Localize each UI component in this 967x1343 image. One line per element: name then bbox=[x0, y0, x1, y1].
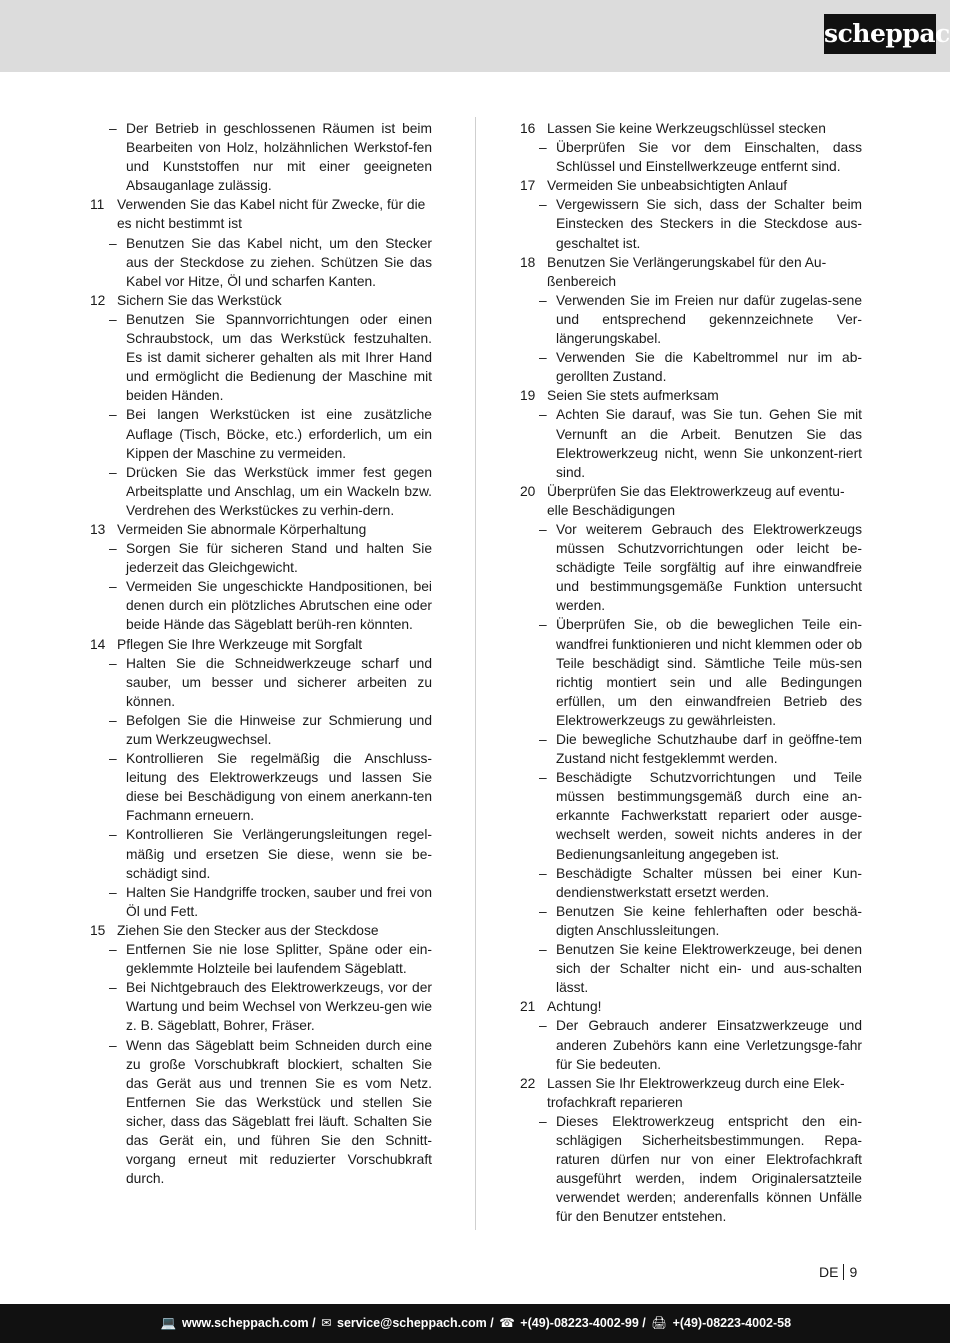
section-17 bbox=[520, 176, 862, 252]
bullet-item bbox=[520, 1016, 862, 1073]
section-heading bbox=[90, 195, 432, 233]
dash-bullet-icon: – bbox=[109, 942, 117, 958]
bullet-item bbox=[520, 138, 862, 176]
bullet-text: Bei Nichtgebrauch des Elektrowerkzeugs, vor der Wartung und beim Wechsel von Werkzeu-gen wie z. B. Sägeblatt, Bohrer, Fräser. bbox=[126, 980, 432, 1034]
bullet-item bbox=[90, 883, 432, 921]
dash-bullet-icon: – bbox=[539, 942, 547, 958]
section-14 bbox=[90, 635, 432, 921]
bullet-text: Benutzen Sie keine Elektrowerkzeuge, bei denen sich der Schalter nicht ein- und aus-schalten lässt. bbox=[556, 942, 862, 996]
bullet-text: Drücken Sie das Werkstück immer fest gegen Arbeitsplatte und Anschlag, um ein Wackeln bzw. Verdrehen des Werkstückes zu verhin-dern. bbox=[126, 464, 432, 518]
section-heading bbox=[90, 291, 432, 310]
computer-icon: 💻 bbox=[160, 1316, 177, 1330]
bullet-text: Sorgen Sie für sicheren Stand und halten Sie jederzeit das Gleichgewicht. bbox=[126, 541, 432, 576]
page-number bbox=[819, 1264, 857, 1280]
left-column bbox=[90, 119, 432, 1188]
dash-bullet-icon: – bbox=[109, 980, 117, 996]
dash-bullet-icon: – bbox=[109, 712, 117, 728]
section-19 bbox=[520, 386, 862, 481]
bullet-text: Wenn das Sägeblatt beim Schneiden durch eine zu große Vorschubkraft blockiert, schalten Sie das Gerät aus und trennen Sie es vom Netz. Entfernen Sie das Werkstück und stellen Sie sicher, dass das Sägeblatt frei läuft. Schalten Sie das Gerät ein, und führen Sie den Schnitt-vorgang erneut mit reduzierter Vorschubkraft durch. bbox=[126, 1037, 432, 1187]
section-number: 12 bbox=[90, 292, 106, 308]
bullet-text: Verwenden Sie im Freien nur dafür zugelas-sene und entsprechend gekennzeichnete Ver-längerungskabel. bbox=[556, 292, 862, 347]
section-heading bbox=[520, 997, 862, 1016]
bullet-item bbox=[90, 940, 432, 978]
dash-bullet-icon: – bbox=[539, 1018, 547, 1034]
bullet-text: Entfernen Sie nie lose Splitter, Späne oder ein-geklemmte Holzteile bei laufendem Sägeblatt. bbox=[126, 942, 432, 977]
bullet-item bbox=[520, 768, 862, 863]
section-title: Achtung! bbox=[547, 999, 602, 1015]
bullet-text: Dieses Elektrowerkzeug entspricht den ein-schlägigen Sicherheitsbestimmungen. Repa-raturen dürfen nur von einer Elektrofachkraft ausgeführt werden, indem Originalersatzteile verwendet werden; anderenfalls können Unfälle für den Benutzer entstehen. bbox=[556, 1113, 862, 1225]
bullet-text: Überprüfen Sie, ob die beweglichen Teile ein-wandfrei funktionieren und nicht klemmen oder ob Teile beschädigt sind. Sämtliche Teile müs-sen richtig montiert sein und alle Bedingungen erfüllen, um den einwandfreien Betrieb des Elektrowerkzeugs zu gewährleisten. bbox=[556, 617, 862, 728]
dash-bullet-icon: – bbox=[109, 751, 117, 767]
bullet-text: Der Betrieb in geschlossenen Räumen ist beim Bearbeiten von Holz, holzähnlichen Werkstof-fen und Kunststoffen nur mit einer geeigneten Absauganlage zulässig. bbox=[126, 121, 432, 194]
dash-bullet-icon: – bbox=[109, 464, 117, 480]
bullet-text: Beschädigte Schalter müssen bei einer Kun-dendienstwerkstatt ersetzt werden. bbox=[556, 865, 862, 900]
dash-bullet-icon: – bbox=[539, 732, 547, 747]
bullet-text: Benutzen Sie keine fehlerhaften oder beschä-digten Anschlussleitungen. bbox=[556, 903, 862, 938]
section-number: 22 bbox=[520, 1075, 536, 1091]
page-separator bbox=[843, 1264, 844, 1280]
section-title: Seien Sie stets aufmerksam bbox=[547, 388, 719, 404]
dash-bullet-icon: – bbox=[539, 770, 547, 786]
bullet-text: Benutzen Sie Spannvorrichtungen oder einen Schraubstock, um das Werkstück festzuhalten. Es ist damit sicherer gehalten als mit Ihrer Hand und ermöglicht die Bedienung der Maschine mit beiden Händen. bbox=[126, 311, 432, 404]
dash-bullet-icon: – bbox=[109, 407, 117, 423]
bullet-item bbox=[90, 539, 432, 577]
bullet-item bbox=[90, 749, 432, 825]
section-number: 11 bbox=[90, 197, 105, 213]
dash-bullet-icon: – bbox=[109, 541, 117, 557]
bullet-text: Kontrollieren Sie Verlängerungsleitungen regel-mäßig und ersetzen Sie diese, wenn sie be-schädigt sind. bbox=[126, 827, 432, 881]
section-16 bbox=[520, 119, 862, 176]
bullet-item bbox=[90, 405, 432, 462]
section-18 bbox=[520, 253, 862, 387]
section-number: 16 bbox=[520, 121, 536, 136]
section-number: 19 bbox=[520, 388, 536, 404]
section-21 bbox=[520, 997, 862, 1073]
bullet-text: Kontrollieren Sie regelmäßig die Anschluss-leitung des Elektrowerkzeugs und lassen Sie diese bei Beschädigung von einem anerkann-ten Fachmann erneuern. bbox=[126, 751, 432, 824]
bullet-item bbox=[90, 119, 432, 195]
section-heading bbox=[520, 1074, 862, 1112]
bullet-item bbox=[520, 1112, 862, 1227]
section-heading bbox=[520, 176, 862, 195]
bullet-item bbox=[520, 405, 862, 481]
section-title: Lassen Sie keine Werkzeugschlüssel stecken bbox=[547, 121, 826, 136]
footer-phone: +(49)-08223-4002-99 bbox=[520, 1316, 639, 1330]
section-title: Überprüfen Sie das Elektrowerkzeug auf eventu-elle Beschädigungen bbox=[547, 483, 845, 518]
section-15 bbox=[90, 921, 432, 1188]
bullet-text: Halten Sie Handgriffe trocken, sauber und frei von Öl und Fett. bbox=[126, 884, 432, 919]
dash-bullet-icon: – bbox=[109, 235, 117, 251]
dash-bullet-icon: – bbox=[109, 311, 117, 327]
section-title: Benutzen Sie Verlängerungskabel für den Au-ßenbereich bbox=[547, 254, 827, 289]
bullet-text: Vergewissern Sie sich, dass der Schalter beim Einstecken des Steckers in die Steckdose aus-geschaltet ist. bbox=[556, 197, 862, 251]
bullet-item bbox=[90, 234, 432, 291]
dash-bullet-icon: – bbox=[539, 197, 547, 213]
bullet-item bbox=[520, 291, 862, 348]
column-divider bbox=[475, 117, 476, 1230]
dash-bullet-icon: – bbox=[539, 407, 547, 423]
dash-bullet-icon: – bbox=[539, 1113, 547, 1129]
bullet-item bbox=[90, 463, 432, 520]
section-number: 20 bbox=[520, 483, 536, 499]
phone-icon: ☎ bbox=[499, 1316, 515, 1330]
dash-bullet-icon: – bbox=[539, 617, 547, 633]
email-icon: ✉ bbox=[321, 1316, 332, 1330]
dash-bullet-icon: – bbox=[109, 884, 117, 900]
footer-email[interactable]: service@scheppach.com bbox=[337, 1316, 487, 1330]
bullet-text: Vor weiterem Gebrauch des Elektrowerkzeugs müssen Schutzvorrichtungen oder leicht be-schädigte Teile sorgfältig auf ihre einwandfreie und bestimmungsgemäße Funktion untersucht werden. bbox=[556, 521, 862, 614]
bullet-item bbox=[520, 615, 862, 730]
header-bar bbox=[0, 0, 967, 72]
bullet-item bbox=[520, 520, 862, 615]
bullet-text: Befolgen Sie die Hinweise zur Schmierung und zum Werkzeugwechsel. bbox=[126, 712, 432, 747]
section-20 bbox=[520, 482, 862, 998]
dash-bullet-icon: – bbox=[539, 350, 547, 366]
section-title: Verwenden Sie das Kabel nicht für Zwecke, für die es nicht bestimmt ist bbox=[117, 197, 426, 232]
bullet-item bbox=[520, 195, 862, 252]
section-number: 13 bbox=[90, 521, 106, 537]
page-language: DE bbox=[819, 1264, 839, 1280]
footer-website[interactable]: www.scheppach.com bbox=[181, 1316, 309, 1330]
bullet-text: Halten Sie die Schneidwerkzeuge scharf und sauber, um besser und sicherer arbeiten zu können. bbox=[126, 655, 432, 709]
section-13 bbox=[90, 520, 432, 635]
bullet-item bbox=[90, 310, 432, 405]
dash-bullet-icon: – bbox=[109, 827, 117, 843]
dash-bullet-icon: – bbox=[539, 292, 547, 308]
dash-bullet-icon: – bbox=[539, 140, 547, 156]
dash-bullet-icon: – bbox=[539, 521, 547, 537]
section-title: Pflegen Sie Ihre Werkzeuge mit Sorgfalt bbox=[117, 636, 363, 652]
section-title: Lassen Sie Ihr Elektrowerkzeug durch eine Elek-trofachkraft reparieren bbox=[547, 1075, 845, 1110]
section-heading bbox=[520, 119, 862, 138]
bullet-item bbox=[520, 730, 862, 768]
section-heading bbox=[520, 253, 862, 291]
page-number-value: 9 bbox=[849, 1264, 858, 1280]
section-number: 21 bbox=[520, 999, 536, 1015]
bullet-item bbox=[520, 348, 862, 386]
bullet-text: Beschädigte Schutzvorrichtungen und Teile müssen bestimmungsgemäß durch eine an-erkannte Fachwerkstatt repariert oder ausge-wechselt werden, soweit nichts anderes in der Bedienungsanleitung angegeben ist. bbox=[556, 770, 862, 862]
bullet-text: Benutzen Sie das Kabel nicht, um den Stecker aus der Steckdose zu ziehen. Schützen Sie das Kabel vor Hitze, Öl und scharfen Kanten. bbox=[126, 235, 432, 289]
bullet-text: Vermeiden Sie ungeschickte Handpositionen, bei denen durch ein plötzliches Abrutschen eine oder beide Hände das Sägeblatt berüh-ren könnten. bbox=[126, 579, 432, 633]
section-22 bbox=[520, 1074, 862, 1227]
bullet-item bbox=[90, 978, 432, 1035]
bullet-item bbox=[520, 902, 862, 940]
section-number: 15 bbox=[90, 922, 106, 938]
section-number: 14 bbox=[90, 636, 106, 652]
footer-fax: +(49)-08223-4002-58 bbox=[672, 1316, 792, 1330]
dash-bullet-icon: – bbox=[539, 903, 547, 919]
bullet-item bbox=[520, 940, 862, 997]
bullet-text: Überprüfen Sie vor dem Einschalten, dass Schlüssel und Einstellwerkzeuge entfernt sind. bbox=[556, 140, 862, 175]
bullet-item bbox=[520, 864, 862, 902]
bullet-item bbox=[90, 577, 432, 634]
right-column bbox=[520, 119, 862, 1226]
section-title: Sichern Sie das Werkstück bbox=[117, 292, 282, 308]
footer-bar: 💻 www.scheppach.com / ✉ service@scheppach.com / ☎ +(49)-08223-4002-99 / 🖨 +(49)-08223-4002-58 bbox=[0, 1304, 950, 1343]
bullet-item bbox=[90, 825, 432, 882]
section-heading bbox=[90, 520, 432, 539]
section-heading bbox=[90, 635, 432, 654]
bullet-text: Der Gebrauch anderer Einsatzwerkzeuge und anderen Zubehörs kann eine Verletzungsge-fahr für Sie bedeuten. bbox=[556, 1018, 862, 1072]
dash-bullet-icon: – bbox=[109, 121, 117, 136]
dash-bullet-icon: – bbox=[109, 655, 117, 671]
section-12 bbox=[90, 291, 432, 520]
bullet-item bbox=[90, 711, 432, 749]
bullet-text: Die bewegliche Schutzhaube darf in geöffne-tem Zustand nicht festgeklemmt werden. bbox=[556, 732, 862, 767]
dash-bullet-icon: – bbox=[539, 865, 547, 881]
section-continued bbox=[90, 119, 432, 195]
section-title: Ziehen Sie den Stecker aus der Steckdose bbox=[117, 922, 379, 938]
bullet-item bbox=[90, 654, 432, 711]
section-title: Vermeiden Sie unbeabsichtigten Anlauf bbox=[547, 178, 788, 194]
bullet-text: Achten Sie darauf, was Sie tun. Gehen Sie mit Vernunft an die Arbeit. Benutzen Sie das Elektrowerkzeug nicht, wenn Sie unkonzent-riert sind. bbox=[556, 407, 862, 480]
brand-logo: scheppach bbox=[824, 14, 936, 54]
section-heading bbox=[520, 482, 862, 520]
section-number: 18 bbox=[520, 254, 536, 270]
section-title: Vermeiden Sie abnormale Körperhaltung bbox=[117, 521, 367, 537]
bullet-item bbox=[90, 1036, 432, 1189]
dash-bullet-icon: – bbox=[109, 1037, 117, 1053]
fax-icon: 🖨 bbox=[651, 1316, 668, 1330]
section-number: 17 bbox=[520, 178, 536, 194]
section-heading bbox=[90, 921, 432, 940]
bullet-text: Bei langen Werkstücken ist eine zusätzliche Auflage (Tisch, Böcke, etc.) erforderlich, um ein Kippen der Maschine zu vermeiden. bbox=[126, 407, 432, 461]
bullet-text: Verwenden Sie die Kabeltrommel nur im ab-gerollten Zustand. bbox=[556, 350, 862, 385]
dash-bullet-icon: – bbox=[109, 579, 117, 595]
section-heading bbox=[520, 386, 862, 405]
section-11 bbox=[90, 195, 432, 290]
